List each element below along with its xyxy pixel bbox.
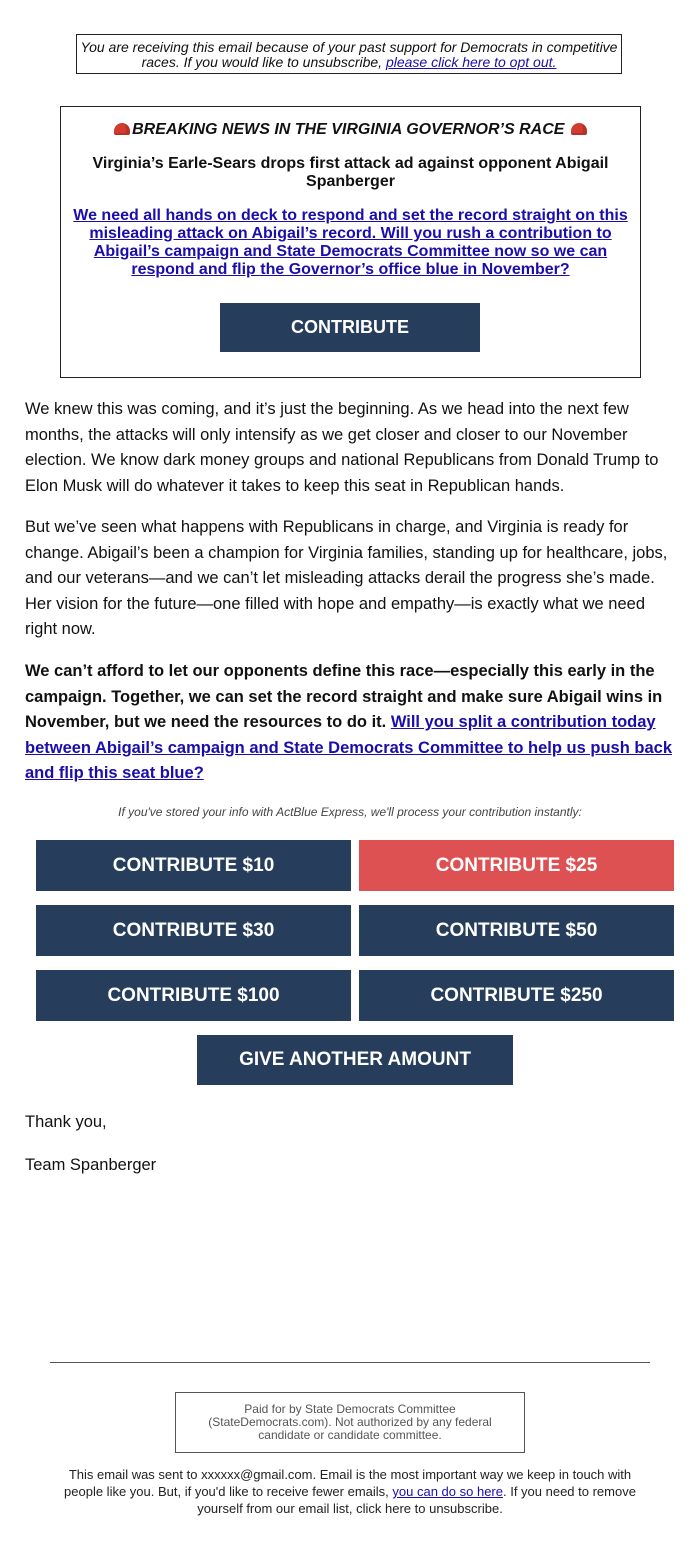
- thank-you-text: Thank you,: [25, 1113, 107, 1131]
- footer-text: [50, 1466, 650, 1517]
- body-bold-text: We can’t afford to let our opponents define this race—especially this early in the campaign. Together, we can set the record straight and make sure Abigail wins in November, but we need the resources to do it.: [25, 662, 663, 731]
- signature: Team Spanberger: [25, 1156, 157, 1174]
- breaking-news-box: [60, 106, 641, 378]
- notice-text: You are receiving this email because of your past support for Democrats in competitive races. If you would like to unsubscribe,: [80, 39, 618, 70]
- body-paragraph-2: But we’ve seen what happens with Republicans in charge, and Virginia is ready for change. Abigail’s been a champion for Virginia families, standing up for healthcare, jobs, and our veterans—and we can’t let misleading attacks derail the progress she’s made. Her vision for the future—one filled with hope and empathy—is exactly what we need right now.: [25, 518, 668, 638]
- give-another-amount-button[interactable]: GIVE ANOTHER AMOUNT: [197, 1035, 513, 1085]
- contribute-100-button[interactable]: CONTRIBUTE $100: [36, 970, 351, 1021]
- siren-icon: [571, 123, 587, 135]
- fewer-emails-link[interactable]: you can do so here: [392, 1484, 503, 1499]
- contribute-button[interactable]: CONTRIBUTE: [220, 303, 480, 352]
- footer-sent-to: This email was sent to: [68, 1467, 202, 1482]
- actblue-express-note: If you've stored your info with ActBlue Express, we'll process your contribution instantly:: [118, 805, 582, 819]
- footer-middle: . Email is the most important way we keep in touch with people like you. But, if you'd like to receive fewer emails,: [64, 1467, 632, 1499]
- body-paragraph-3: [25, 659, 677, 787]
- recipient-email: xxxxxx@gmail.com: [201, 1467, 313, 1482]
- split-contribution-link[interactable]: Will you split a contribution today between Abigail’s campaign and State Democrats Committee to help us push back and flip this seat blue?: [25, 713, 673, 782]
- contribute-30-button[interactable]: CONTRIBUTE $30: [36, 905, 351, 956]
- breaking-news-title: [61, 121, 640, 139]
- contribute-25-button[interactable]: CONTRIBUTE $25: [359, 840, 674, 891]
- breaking-title-text: BREAKING NEWS IN THE VIRGINIA GOVERNOR’S RACE: [132, 121, 565, 138]
- body-paragraph-1: We knew this was coming, and it’s just the beginning. As we head into the next few months, the attacks will only intensify as we get closer and closer to our November election. We know dark money groups and national Republicans from Donald Trump to Elon Musk will do whatever it takes to keep this seat in Republican hands.: [25, 400, 659, 495]
- contribute-10-button[interactable]: CONTRIBUTE $10: [36, 840, 351, 891]
- paid-for-disclaimer: Paid for by State Democrats Committee (StateDemocrats.com). Not authorized by any federal candidate or candidate committee.: [175, 1392, 525, 1453]
- contribute-250-button[interactable]: CONTRIBUTE $250: [359, 970, 674, 1021]
- opt-out-link[interactable]: please click here to opt out.: [385, 54, 557, 70]
- contribute-50-button[interactable]: CONTRIBUTE $50: [359, 905, 674, 956]
- footer-suffix: . If you need to remove yourself from our email list, click here to unsubscribe.: [197, 1484, 636, 1516]
- news-headline: Virginia’s Earle-Sears drops first attack ad against opponent Abigail Spanberger: [92, 155, 609, 190]
- contribution-callout-link[interactable]: We need all hands on deck to respond and set the record straight on this misleading attack on Abigail’s record. Will you rush a contribution to Abigail’s campaign and State Democrats Committee now so we can respond and flip the Governor’s office blue in November?: [73, 207, 628, 278]
- footer-divider: [50, 1362, 650, 1363]
- unsubscribe-notice: [76, 34, 622, 74]
- siren-icon: [114, 123, 130, 135]
